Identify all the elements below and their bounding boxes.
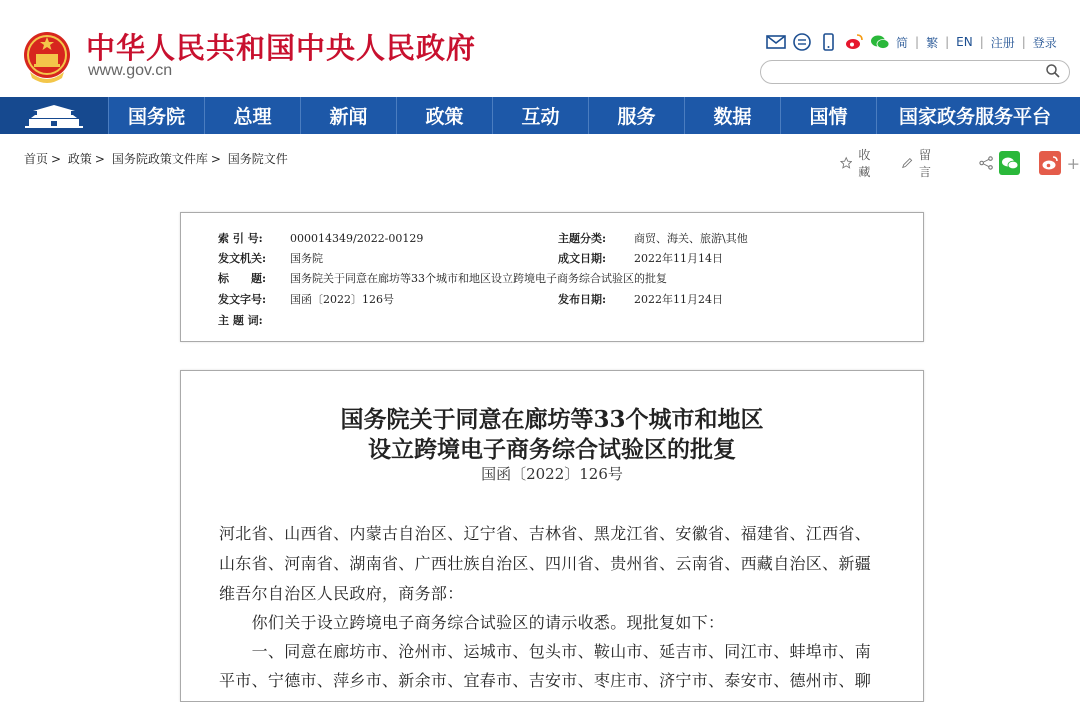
document-paragraph-line: 平市、宁德市、萍乡市、新余市、宜春市、吉安市、枣庄市、济宁市、泰安市、德州市、聊 bbox=[219, 671, 872, 690]
traditional-link[interactable]: 繁 bbox=[926, 35, 939, 50]
meta-published-date bbox=[558, 291, 723, 307]
meta-index bbox=[218, 230, 423, 246]
page-actions bbox=[840, 146, 1080, 180]
title-value: 国务院关于同意在廊坊等33个城市和地区设立跨境电子商务综合试验区的批复 bbox=[290, 272, 667, 285]
main-nav bbox=[0, 97, 1080, 134]
share-wechat-button[interactable] bbox=[999, 151, 1020, 175]
register-link[interactable]: 注册 bbox=[990, 35, 1015, 50]
pen-icon[interactable] bbox=[901, 156, 913, 170]
weibo-icon[interactable] bbox=[844, 32, 864, 52]
breadcrumb-state-council-docs[interactable]: 国务院文件 bbox=[227, 152, 288, 166]
doc-number-label: 发文字号: bbox=[218, 293, 267, 306]
breadcrumb bbox=[24, 150, 291, 167]
search-box bbox=[760, 60, 1070, 84]
breadcrumb-separator: > bbox=[94, 152, 105, 166]
nav-home[interactable] bbox=[0, 97, 109, 134]
english-link[interactable]: EN bbox=[956, 35, 973, 49]
issuer-label: 发文机关: bbox=[218, 252, 267, 265]
mobile-icon[interactable] bbox=[818, 32, 838, 52]
favorite-button[interactable]: 收藏 bbox=[858, 148, 871, 179]
meta-topic bbox=[558, 230, 748, 246]
breadcrumb-separator: > bbox=[51, 152, 62, 166]
document-paragraph-line: 山东省、河南省、湖南省、广西壮族自治区、四川省、贵州省、云南省、西藏自治区、新疆 bbox=[219, 554, 872, 573]
nav-item-policy[interactable]: 政策 bbox=[397, 97, 493, 134]
search-input[interactable] bbox=[771, 61, 1045, 83]
site-title[interactable]: 中华人民共和国中央人民政府 bbox=[86, 31, 477, 65]
message-icon[interactable] bbox=[792, 32, 812, 52]
share-weibo-button[interactable] bbox=[1039, 151, 1060, 175]
document-paragraph-line: 河北省、山西省、内蒙古自治区、辽宁省、吉林省、黑龙江省、安徽省、福建省、江西省、 bbox=[219, 524, 872, 543]
document-number: 国函〔2022〕126号 bbox=[481, 465, 623, 483]
document-paragraph-line: 维吾尔自治区人民政府，商务部： bbox=[219, 584, 464, 603]
separator: | bbox=[1021, 35, 1026, 49]
topic-value: 商贸、海关、旅游\其他 bbox=[634, 232, 748, 245]
tiananmen-icon bbox=[23, 103, 85, 129]
separator: | bbox=[945, 35, 950, 49]
wechat-icon[interactable] bbox=[870, 32, 890, 52]
published-date-value: 2022年11月24日 bbox=[634, 293, 723, 306]
breadcrumb-home[interactable]: 首页 bbox=[24, 152, 49, 166]
breadcrumb-policy-library[interactable]: 国务院政策文件库 bbox=[111, 152, 208, 166]
meta-keywords bbox=[218, 312, 290, 328]
nav-item-premier[interactable]: 总理 bbox=[205, 97, 301, 134]
nav-item-interaction[interactable]: 互动 bbox=[493, 97, 589, 134]
site-header bbox=[0, 0, 1080, 97]
published-date-label: 发布日期: bbox=[558, 293, 607, 306]
meta-title bbox=[218, 270, 667, 286]
mail-icon[interactable] bbox=[766, 32, 786, 52]
nav-item-state-council[interactable]: 国务院 bbox=[109, 97, 205, 134]
index-value: 000014349/2022-00129 bbox=[290, 232, 424, 245]
separator: | bbox=[915, 35, 920, 49]
simplified-link[interactable]: 简 bbox=[896, 35, 909, 50]
login-link[interactable]: 登录 bbox=[1032, 35, 1057, 50]
breadcrumb-separator: > bbox=[210, 152, 221, 166]
document-body bbox=[180, 370, 924, 702]
share-icon[interactable] bbox=[979, 155, 993, 171]
meta-doc-number bbox=[218, 291, 394, 307]
comment-button[interactable]: 留言 bbox=[918, 148, 931, 179]
nav-item-news[interactable]: 新闻 bbox=[301, 97, 397, 134]
nav-item-services[interactable]: 服务 bbox=[589, 97, 685, 134]
top-tools bbox=[766, 32, 1057, 52]
written-date-value: 2022年11月14日 bbox=[634, 252, 723, 265]
national-emblem-icon[interactable] bbox=[22, 28, 72, 84]
site-url[interactable]: www.gov.cn bbox=[88, 62, 173, 79]
breadcrumb-policy[interactable]: 政策 bbox=[67, 152, 92, 166]
issuer-value: 国务院 bbox=[290, 252, 323, 265]
nav-item-data[interactable]: 数据 bbox=[685, 97, 781, 134]
document-paragraph-line: 一、同意在廊坊市、沧州市、运城市、包头市、鞍山市、延吉市、同江市、蚌埠市、南 bbox=[219, 642, 872, 661]
meta-issuer bbox=[218, 250, 323, 266]
index-label: 索 引 号: bbox=[218, 232, 263, 245]
written-date-label: 成文日期: bbox=[558, 252, 607, 265]
meta-written-date bbox=[558, 250, 723, 266]
topic-label: 主题分类: bbox=[558, 232, 607, 245]
document-paragraph-line: 你们关于设立跨境电子商务综合试验区的请示收悉。现批复如下： bbox=[219, 613, 725, 632]
separator: | bbox=[979, 35, 984, 49]
star-icon[interactable] bbox=[840, 156, 852, 170]
document-title-line-2: 设立跨境电子商务综合试验区的批复 bbox=[368, 436, 736, 463]
wechat-icon bbox=[1001, 156, 1019, 170]
title-label: 标 题: bbox=[218, 272, 267, 285]
weibo-icon bbox=[1041, 155, 1059, 171]
doc-number-value: 国函〔2022〕126号 bbox=[290, 293, 394, 306]
search-icon[interactable] bbox=[1045, 63, 1061, 79]
keywords-label: 主 题 词: bbox=[218, 314, 263, 327]
nav-item-service-platform[interactable]: 国家政务服务平台 bbox=[899, 106, 1052, 128]
document-metadata bbox=[180, 212, 924, 342]
more-share-button[interactable]: + bbox=[1066, 153, 1080, 173]
nav-item-national-info[interactable]: 国情 bbox=[781, 97, 877, 134]
document-title-line-1: 国务院关于同意在廊坊等33个城市和地区 bbox=[340, 406, 764, 433]
